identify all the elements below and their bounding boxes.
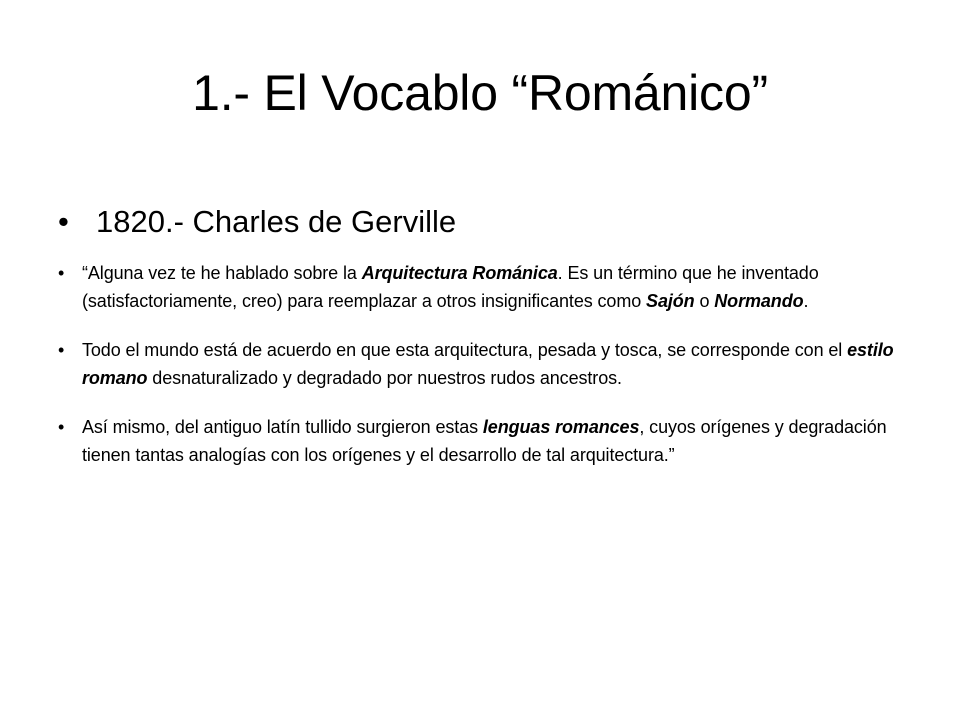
quote-text-segment: “Alguna vez te he hablado sobre la bbox=[82, 263, 362, 283]
emphasis-text: Sajón bbox=[646, 290, 695, 311]
bullet-dot-icon: • bbox=[58, 417, 65, 437]
quote-text-segment: , cuyos orígenes y degradación tienen tantas analogías con los orígenes y el desarrollo de tal arquitectura.” bbox=[82, 417, 887, 465]
quote-text-segment: o bbox=[694, 290, 715, 311]
quote-text-segment: . bbox=[803, 290, 809, 311]
bullet-dot-icon: • bbox=[58, 263, 65, 283]
quote-text-segment: Todo el mundo está de acuerdo en que esta arquitectura, pesada y tosca, se corresponde con el bbox=[82, 340, 848, 360]
slide-content bbox=[58, 196, 898, 491]
bullet-dot-icon: • bbox=[58, 340, 65, 360]
quote-text-segment: desnaturalizado y degradado por nuestros rudos ancestros. bbox=[147, 367, 622, 388]
emphasis-text: Normando bbox=[714, 290, 804, 311]
quote-text-segment: Así mismo, del antiguo latín tullido surgieron estas bbox=[82, 417, 483, 437]
slide-title: 1.- El Vocablo “Románico” bbox=[192, 65, 768, 121]
main-bullet-item bbox=[58, 196, 898, 248]
main-bullet-text: 1820.- Charles de Gerville bbox=[96, 204, 457, 239]
quote-bullet-2 bbox=[58, 337, 898, 392]
quote-text-segment: . Es un término que he inventado (satisfactoriamente, creo) para reemplazar a otros insignificantes como bbox=[82, 263, 819, 311]
emphasis-text: Arquitectura Románica bbox=[361, 263, 558, 283]
emphasis-text: lenguas romances bbox=[482, 417, 640, 437]
quote-bullet-1 bbox=[58, 260, 898, 315]
quote-bullet-3 bbox=[58, 414, 898, 469]
bullet-dot-icon: • bbox=[58, 204, 69, 239]
emphasis-text: estilo romano bbox=[82, 340, 894, 388]
